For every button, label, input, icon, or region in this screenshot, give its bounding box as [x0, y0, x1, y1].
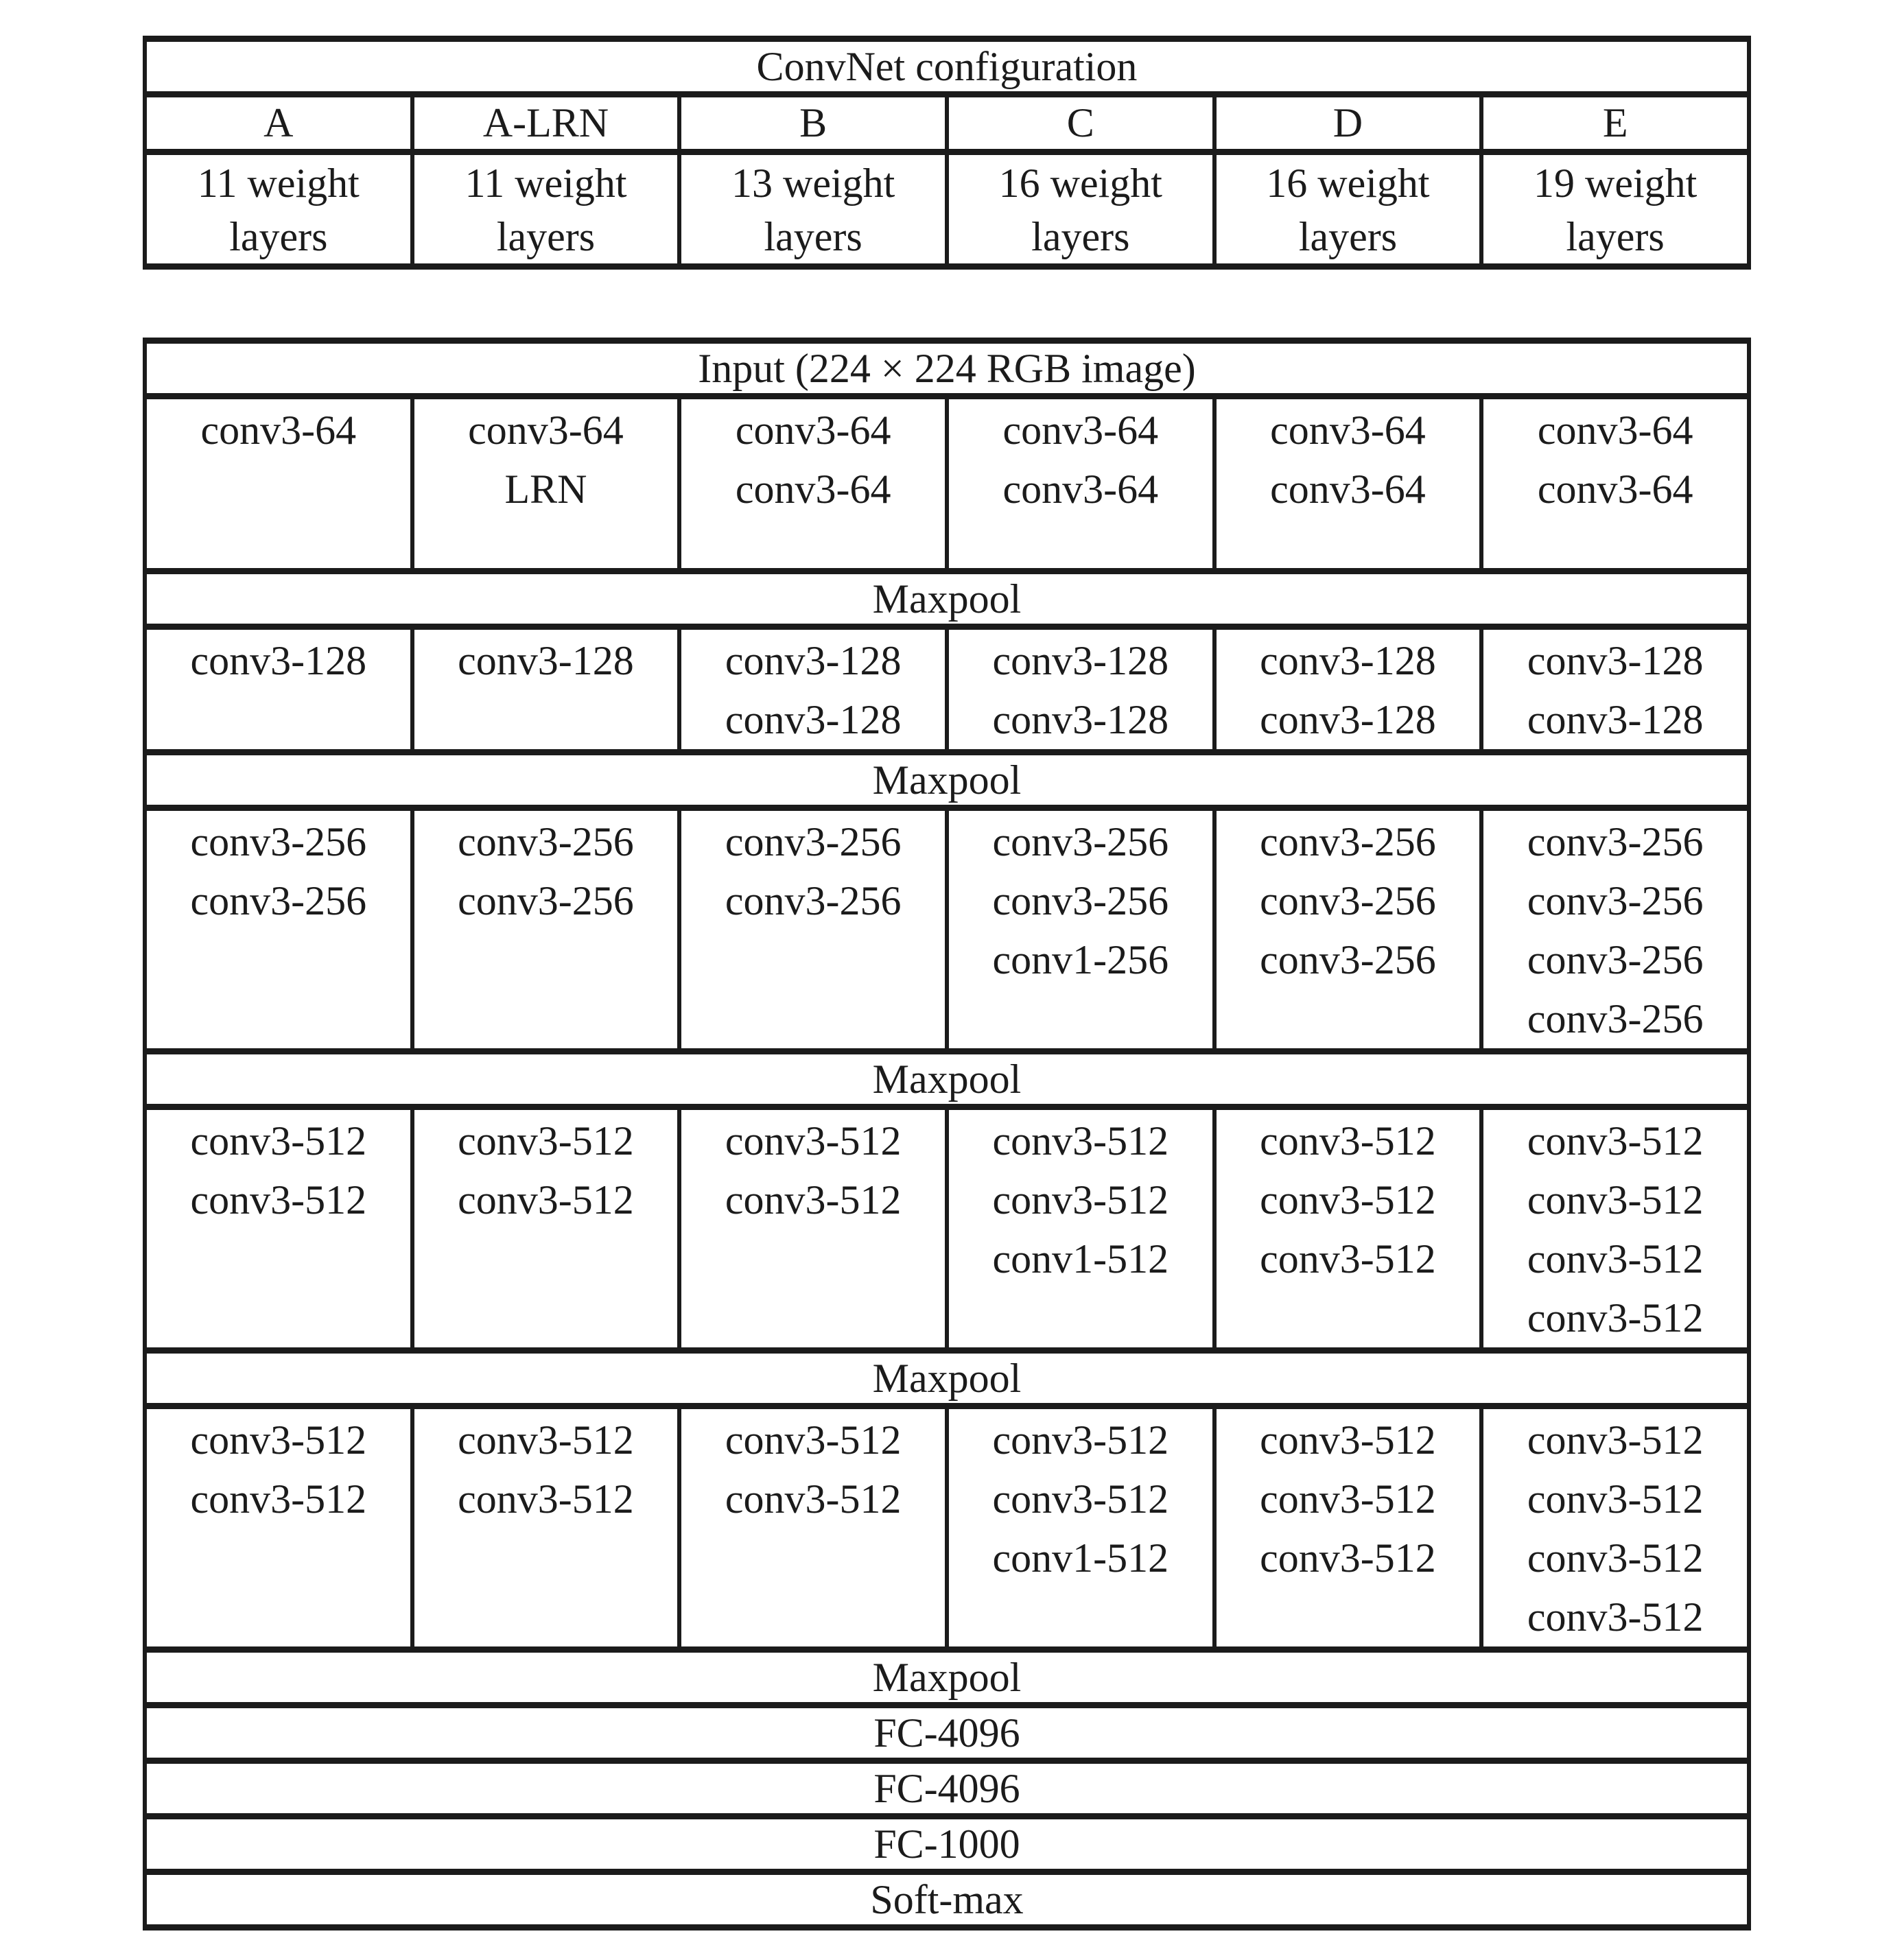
arch-cell-b3-E	[1481, 808, 1749, 1052]
layer-label: conv3-512	[458, 1417, 634, 1463]
arch-cell-b4-A-LRN	[412, 1107, 680, 1351]
arch-cell-b4-A	[145, 1107, 412, 1351]
layer-label: conv3-256	[1260, 937, 1436, 982]
layer-label: conv3-512	[1260, 1417, 1436, 1463]
convnet-configuration-table	[143, 36, 1751, 270]
layer-label: conv3-64	[468, 408, 624, 453]
weights-label: 13 weight	[731, 161, 895, 206]
config-header-cell-B: B	[679, 95, 947, 152]
layer-label: conv3-64	[1270, 408, 1426, 453]
layer-label: conv3-512	[1527, 1476, 1704, 1522]
layer-label: conv3-256	[992, 819, 1169, 864]
layer-label: conv3-64	[1002, 467, 1159, 512]
layer-label: conv3-512	[725, 1118, 902, 1164]
layer-label: conv3-256	[725, 819, 902, 864]
fc-row-3: FC-1000	[145, 1817, 1749, 1872]
layer-label: conv3-256	[458, 819, 634, 864]
weights-label: 16 weight	[998, 161, 1162, 206]
layer-label: conv3-128	[1527, 638, 1704, 683]
layer-label: conv3-64	[1537, 467, 1693, 512]
layer-label: conv3-256	[1527, 878, 1704, 923]
arch-cell-b5-E	[1481, 1406, 1749, 1650]
layer-label: conv3-64	[735, 408, 891, 453]
fc-row-1: FC-4096	[145, 1705, 1749, 1761]
layer-label: conv3-512	[190, 1476, 367, 1522]
layer-label: conv3-128	[1260, 638, 1436, 683]
weights-label: 16 weight	[1266, 161, 1430, 206]
layer-label: conv3-64	[735, 467, 891, 512]
layer-label: LRN	[504, 467, 587, 512]
config-header-cell-E: E	[1481, 95, 1749, 152]
layer-label: conv3-512	[1527, 1594, 1704, 1640]
weights-cell-B	[679, 152, 947, 267]
weights-label: layers	[1298, 214, 1398, 259]
layer-label: conv3-512	[725, 1417, 902, 1463]
arch-cell-b4-C	[947, 1107, 1214, 1351]
arch-cell-b5-D	[1214, 1406, 1482, 1650]
layer-label: conv3-512	[1260, 1476, 1436, 1522]
softmax-row: Soft-max	[145, 1872, 1749, 1928]
layer-label: conv3-512	[190, 1118, 367, 1164]
arch-cell-b5-A-LRN	[412, 1406, 680, 1650]
layer-label: conv3-512	[458, 1118, 634, 1164]
layer-label: conv3-512	[1527, 1236, 1704, 1282]
layer-label: conv3-128	[992, 638, 1169, 683]
config-table-title: ConvNet configuration	[145, 39, 1749, 95]
layer-label: conv3-256	[190, 819, 367, 864]
arch-cell-b2-C	[947, 627, 1214, 753]
arch-cell-b5-C	[947, 1406, 1214, 1650]
maxpool-row-4: Maxpool	[145, 1351, 1749, 1406]
layer-label: conv3-512	[190, 1177, 367, 1223]
arch-cell-b1-D	[1214, 397, 1482, 571]
arch-cell-b3-A	[145, 808, 412, 1052]
layer-label: conv3-64	[1537, 408, 1693, 453]
weights-label: layers	[764, 214, 862, 259]
layer-label: conv3-512	[1527, 1118, 1704, 1164]
arch-cell-b2-B	[679, 627, 947, 753]
config-header-cell-A: A	[145, 95, 412, 152]
layer-label: conv3-256	[1527, 937, 1704, 982]
weights-cell-E	[1481, 152, 1749, 267]
weights-label: 11 weight	[465, 161, 627, 206]
layer-label: conv3-512	[1260, 1535, 1436, 1581]
weights-cell-A	[145, 152, 412, 267]
layer-label: conv3-64	[1270, 467, 1426, 512]
arch-cell-b1-C	[947, 397, 1214, 571]
layer-label: conv3-512	[1527, 1535, 1704, 1581]
weights-label: layers	[496, 214, 596, 259]
layer-label: conv3-128	[458, 638, 634, 683]
layer-label: conv3-128	[1260, 697, 1436, 742]
layer-label: conv3-256	[1260, 819, 1436, 864]
arch-cell-b2-E	[1481, 627, 1749, 753]
arch-cell-b4-D	[1214, 1107, 1482, 1351]
maxpool-row-5: Maxpool	[145, 1650, 1749, 1705]
layer-label: conv3-512	[1527, 1295, 1704, 1341]
arch-cell-b1-A	[145, 397, 412, 571]
config-header-cell-D: D	[1214, 95, 1482, 152]
maxpool-row-2: Maxpool	[145, 753, 1749, 808]
weights-cell-C	[947, 152, 1214, 267]
layer-label: conv3-512	[725, 1177, 902, 1223]
layer-label: conv3-128	[725, 697, 902, 742]
arch-cell-b1-A-LRN	[412, 397, 680, 571]
layer-label: conv3-512	[992, 1118, 1169, 1164]
layer-label: conv3-512	[458, 1177, 634, 1223]
arch-cell-b4-B	[679, 1107, 947, 1351]
weights-cell-D	[1214, 152, 1482, 267]
layer-label: conv3-128	[725, 638, 902, 683]
arch-cell-b2-A-LRN	[412, 627, 680, 753]
arch-cell-b2-D	[1214, 627, 1482, 753]
weights-label: 19 weight	[1533, 161, 1698, 206]
layer-label: conv3-64	[200, 408, 357, 453]
architecture-table	[143, 338, 1751, 1931]
weights-label: layers	[229, 214, 328, 259]
layer-label: conv3-512	[1527, 1177, 1704, 1223]
arch-cell-b3-B	[679, 808, 947, 1052]
maxpool-row-1: Maxpool	[145, 571, 1749, 627]
maxpool-row-3: Maxpool	[145, 1052, 1749, 1107]
arch-cell-b4-E	[1481, 1107, 1749, 1351]
layer-label: conv3-256	[190, 878, 367, 923]
arch-cell-b5-A	[145, 1406, 412, 1650]
layer-label: conv3-512	[458, 1476, 634, 1522]
layer-label: conv3-256	[458, 878, 634, 923]
layer-label: conv1-256	[992, 937, 1169, 982]
layer-label: conv3-128	[190, 638, 367, 683]
layer-label: conv3-512	[1260, 1236, 1436, 1282]
layer-label: conv3-512	[992, 1177, 1169, 1223]
layer-label: conv3-512	[190, 1417, 367, 1463]
weights-label: layers	[1566, 214, 1665, 259]
arch-cell-b2-A	[145, 627, 412, 753]
layer-label: conv3-512	[992, 1417, 1169, 1463]
arch-cell-b1-E	[1481, 397, 1749, 571]
layer-label: conv3-512	[1260, 1177, 1436, 1223]
layer-label: conv3-256	[1260, 878, 1436, 923]
arch-cell-b3-D	[1214, 808, 1482, 1052]
arch-cell-b5-B	[679, 1406, 947, 1650]
weights-label: 11 weight	[197, 161, 360, 206]
layer-label: conv3-256	[1527, 996, 1704, 1041]
config-header-cell-C: C	[947, 95, 1214, 152]
layer-label: conv3-512	[1527, 1417, 1704, 1463]
layer-label: conv3-256	[725, 878, 902, 923]
layer-label: conv3-512	[725, 1476, 902, 1522]
weights-cell-A-LRN	[412, 152, 680, 267]
arch-cell-b3-C	[947, 808, 1214, 1052]
weights-label: layers	[1031, 214, 1130, 259]
layer-label: conv3-512	[992, 1476, 1169, 1522]
arch-cell-b1-B	[679, 397, 947, 571]
layer-label: conv3-256	[992, 878, 1169, 923]
layer-label: conv3-128	[1527, 697, 1704, 742]
layer-label: conv3-128	[992, 697, 1169, 742]
layer-label: conv1-512	[992, 1236, 1169, 1282]
layer-label: conv3-256	[1527, 819, 1704, 864]
arch-cell-b3-A-LRN	[412, 808, 680, 1052]
fc-row-2: FC-4096	[145, 1761, 1749, 1817]
input-header-row: Input (224 × 224 RGB image)	[145, 341, 1749, 397]
layer-label: conv1-512	[992, 1535, 1169, 1581]
config-header-cell-A-LRN: A-LRN	[412, 95, 680, 152]
layer-label: conv3-512	[1260, 1118, 1436, 1164]
layer-label: conv3-64	[1002, 408, 1159, 453]
